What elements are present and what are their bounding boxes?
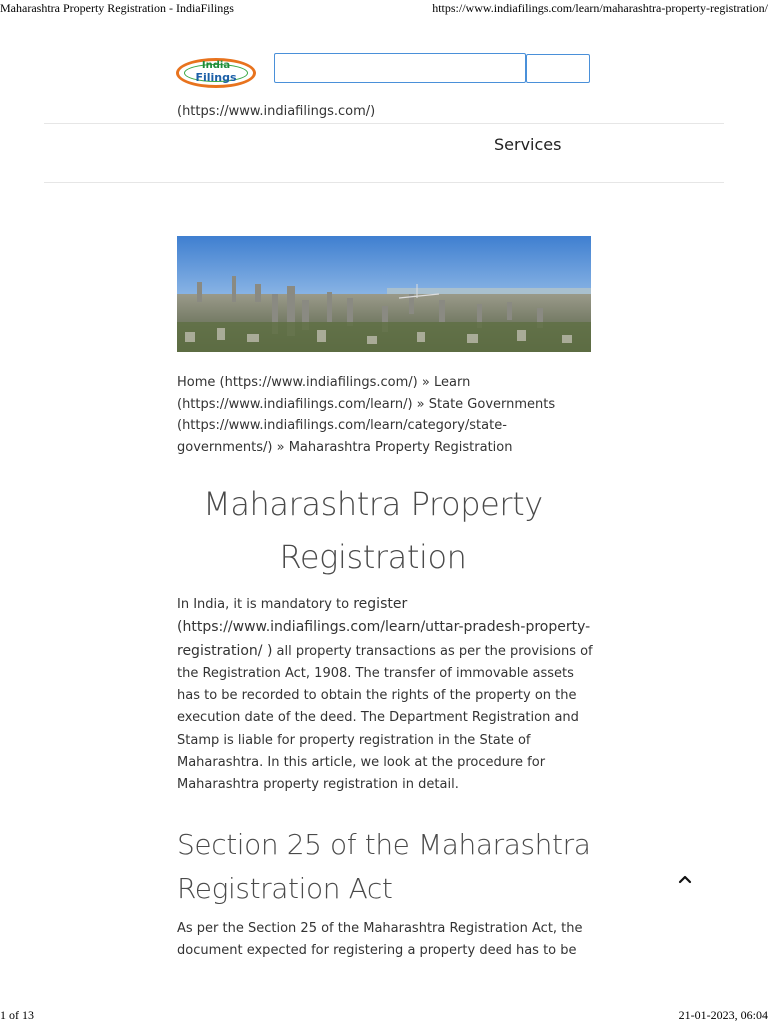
print-header bbox=[0, 0, 768, 16]
nav-services-link[interactable]: Services bbox=[494, 135, 562, 154]
logo-word-filings: Filings bbox=[195, 71, 237, 84]
intro-text-start: In India, it is mandatory to bbox=[177, 597, 354, 612]
mumbai-skyline-image-icon bbox=[177, 236, 591, 352]
intro-paragraph bbox=[177, 593, 597, 797]
print-page-title: Maharashtra Property Registration - IndiaFilings bbox=[0, 1, 234, 15]
print-page-url: https://www.indiafilings.com/learn/maharashtra-property-registration/ bbox=[432, 1, 768, 15]
breadcrumb-learn-link[interactable]: Learn (https://www.indiafilings.com/learn/) bbox=[177, 375, 471, 412]
header-divider-top bbox=[44, 123, 724, 124]
breadcrumb-separator: » bbox=[417, 375, 434, 390]
hero-skyline-image bbox=[177, 236, 591, 352]
print-datetime: 21-01-2023, 06:04 bbox=[678, 1008, 768, 1022]
breadcrumb-current: Maharashtra Property Registration bbox=[288, 439, 513, 455]
indiafilings-logo[interactable] bbox=[176, 56, 262, 92]
logo-word-india: India bbox=[201, 60, 231, 71]
breadcrumb-separator: » bbox=[412, 396, 429, 412]
logo-link-url[interactable]: (https://www.indiafilings.com/) bbox=[177, 104, 376, 119]
scroll-to-top-button[interactable] bbox=[676, 870, 694, 888]
section-paragraph: As per the Section 25 of the Maharashtra Registration Act, the document expected for registering a property deed has to be bbox=[177, 921, 583, 959]
print-page-number: 1 of 13 bbox=[0, 1008, 34, 1022]
breadcrumb-state-governments-link[interactable]: State Governments (https://www.indiafilings.com/learn/category/state-governments/) bbox=[177, 396, 556, 455]
chevron-up-icon bbox=[678, 874, 692, 884]
breadcrumb-home-link[interactable]: Home (https://www.indiafilings.com/) bbox=[177, 375, 418, 390]
breadcrumb bbox=[177, 372, 597, 458]
search-input[interactable] bbox=[274, 53, 526, 83]
header-divider-bottom bbox=[44, 182, 724, 183]
search-button[interactable] bbox=[526, 54, 590, 83]
logo-wordmark bbox=[176, 60, 256, 84]
intro-text-rest: all property transactions as per the provisions of the Registration Act, 1908. The transfer of immovable assets has to be recorded to obtain the rights of the property on the execution date of the deed. The Department Registration and Stamp is liable for property registration in the State of Maharashtra. In this article, we look at the procedure for Maharashtra property registration in detail. bbox=[177, 643, 593, 793]
register-link[interactable]: register (https://www.indiafilings.com/learn/uttar-pradesh-property-registration/ ) bbox=[177, 596, 591, 659]
print-footer bbox=[0, 1008, 768, 1024]
breadcrumb-separator: » bbox=[272, 439, 289, 455]
page-title: Maharashtra Property Registration bbox=[203, 485, 543, 576]
section-heading: Section 25 of the Maharashtra Registration Act bbox=[177, 828, 591, 905]
